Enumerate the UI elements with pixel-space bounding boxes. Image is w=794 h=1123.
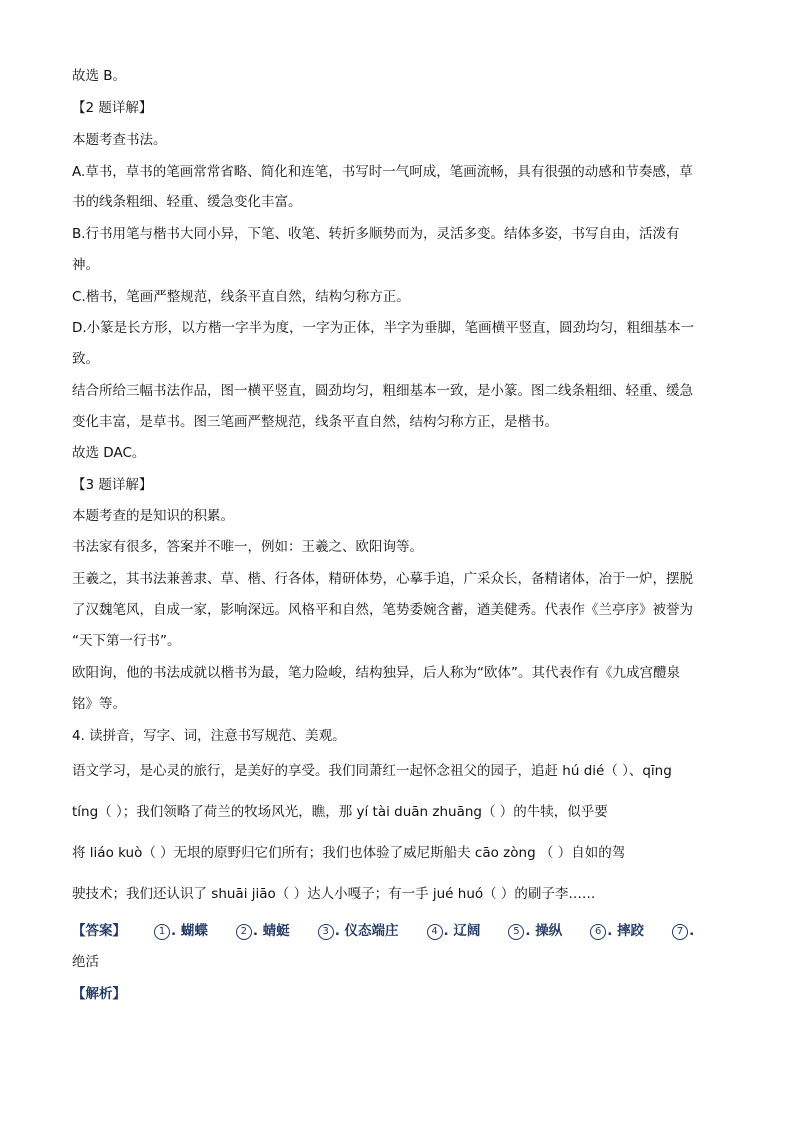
circled-number: 5 — [508, 924, 524, 940]
text-line: 故选 DAC。 — [72, 445, 146, 461]
answer-line — [72, 921, 694, 941]
text-line: 了汉魏笔风，自成一家，影响深远。风格平和自然，笔势委婉含蓄，遒美健秀。代表作《兰亭序》被誉为 — [72, 602, 693, 618]
answer-item: 4 . 辽阔 — [427, 921, 481, 941]
answer-text: 蝴蝶 — [180, 923, 208, 939]
text-line: 书法家有很多，答案并不唯一，例如：王羲之、欧阳询等。 — [72, 539, 423, 555]
answer-label: 【答案】 — [72, 923, 126, 939]
pinyin-line: 将 liáo kuò（ ）无垠的原野归它们所有；我们也体验了威尼斯船夫 cāo zòng （ ）自如的驾 — [72, 845, 626, 861]
answer-item: 1 . 蝴蝶 — [154, 921, 208, 941]
text-line: “天下第一行书”。 — [72, 633, 181, 649]
circled-number: 3 — [318, 924, 334, 940]
text-line: 欧阳询，他的书法成就以楷书为最，笔力险峻，结构独异，后人称为“欧体”。其代表作有《九成宫醴泉 — [72, 665, 680, 681]
text-line: 本题考查书法。 — [72, 132, 167, 148]
answer-item: 6 . 摔跤 — [590, 921, 644, 941]
pinyin-line: 语文学习，是心灵的旅行，是美好的享受。我们同萧红一起怀念祖父的园子，追赶 hú dié（ ）、qīng — [72, 763, 672, 779]
analysis-label: 【解析】 — [72, 986, 126, 1002]
text-line: B.行书用笔与楷书大同小异，下笔、收笔、转折多顺势而为，灵活多变。结体多姿，书写自由，活泼有 — [72, 226, 680, 242]
text-line: 结合所给三幅书法作品，图一横平竖直，圆劲均匀，粗细基本一致，是小篆。图二线条粗细、轻重、缓急 — [72, 383, 693, 399]
answer-text: 辽阔 — [453, 923, 481, 939]
text-line: C.楷书，笔画严整规范，线条平直自然，结构匀称方正。 — [72, 289, 410, 305]
text-line: 书的线条粗细、轻重、缓急变化丰富。 — [72, 194, 302, 210]
answer-item: 7 . — [672, 921, 694, 941]
text-line: D.小篆是长方形，以方楷一字半为度，一字为正体，半字为垂脚，笔画横平竖直，圆劲均匀，粗细基本一 — [72, 320, 695, 336]
answer-item: 2 . 蜻蜓 — [236, 921, 290, 941]
pinyin-line: tíng（ ）；我们领略了荷兰的牧场风光，瞧，那 yí tài duān zhuāng（ ）的牛犊，似乎要 — [72, 804, 608, 820]
text-line: 王羲之，其书法兼善隶、草、楷、行各体，精研体势，心摹手追，广采众长，备精诸体，冶于一炉，摆脱 — [72, 571, 693, 587]
text-line: 铭》等。 — [72, 696, 126, 712]
circled-number: 4 — [427, 924, 443, 940]
pinyin-line: 驶技术；我们还认识了 shuāi jiāo（ ）达人小嘎子；有一手 jué huó（ ）的刷子李…… — [72, 886, 596, 902]
answer-text: 仪态端庄 — [344, 923, 399, 939]
text-line: 本题考查的是知识的积累。 — [72, 508, 234, 524]
question-stem: 4. 读拼音，写字、词，注意书写规范、美观。 — [72, 728, 346, 744]
text-line: 神。 — [72, 257, 99, 273]
section-heading: 【3 题详解】 — [72, 477, 153, 493]
circled-number: 6 — [590, 924, 606, 940]
circled-number: 7 — [672, 924, 688, 940]
section-heading: 【2 题详解】 — [72, 100, 153, 116]
answer-item: 3 . 仪态端庄 — [318, 921, 399, 941]
text-line: A.草书，草书的笔画常常省略、简化和连笔，书写时一气呵成，笔画流畅，具有很强的动感和节奏感，草 — [72, 164, 693, 180]
answer-text: 操纵 — [535, 923, 563, 939]
text-line: 致。 — [72, 351, 99, 367]
circled-number: 1 — [154, 924, 170, 940]
circled-number: 2 — [236, 924, 252, 940]
text-line: 故选 B。 — [72, 68, 127, 84]
text-line: 变化丰富，是草书。图三笔画严整规范，线条平直自然，结构匀称方正，是楷书。 — [72, 414, 558, 430]
answer-text: 蜻蜓 — [262, 923, 290, 939]
answer-text: 摔跤 — [617, 923, 645, 939]
answer-item: 5 . 操纵 — [508, 921, 562, 941]
answer-continued: 绝活 — [72, 954, 99, 970]
